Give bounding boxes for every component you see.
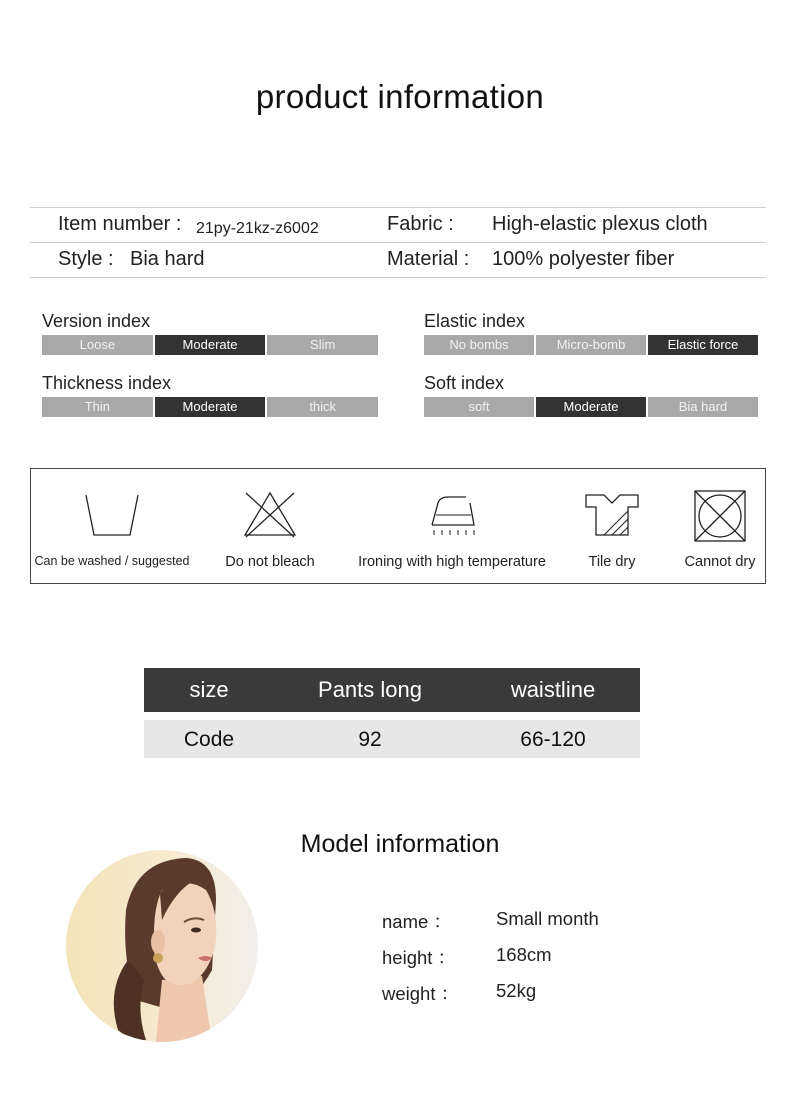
model-info-title: Model information: [300, 830, 500, 858]
info-row: [30, 207, 766, 242]
size-cell-pants-long: 92: [358, 728, 382, 751]
product-info-table: [30, 207, 766, 278]
size-header-waistline: waistline: [510, 677, 596, 702]
page-title: product information: [255, 78, 545, 115]
care-label: Do not bleach: [225, 554, 315, 570]
material-label: Material :: [387, 248, 470, 270]
index-option: Bia hard: [648, 397, 758, 417]
care-item: [209, 469, 331, 583]
style-value: Bia hard: [130, 248, 205, 270]
size-header-size: size: [189, 677, 229, 702]
table-row: [144, 720, 640, 758]
iron-high-temp-icon: [422, 489, 482, 539]
care-label: Ironing with high temperature: [358, 554, 546, 570]
care-item: [349, 469, 555, 583]
size-cell-waistline: 66-120: [520, 728, 586, 751]
fabric-label: Fabric :: [387, 213, 454, 235]
model-weight-value: 52kg: [496, 980, 537, 1001]
item-number-value: 21py-21kz-z6002: [196, 220, 319, 237]
care-label: Can be washed / suggested: [34, 554, 190, 568]
thickness-index: [42, 371, 378, 417]
index-option: No bombs: [424, 335, 534, 355]
index-option: Slim: [267, 335, 378, 355]
elastic-index: [424, 309, 758, 355]
index-option-selected: Moderate: [155, 335, 266, 355]
model-height-value: 168cm: [496, 944, 552, 965]
index-option-selected: Elastic force: [648, 335, 758, 355]
size-header-pants-long: Pants long: [318, 677, 422, 702]
index-option: Thin: [42, 397, 153, 417]
index-option-selected: Moderate: [155, 397, 266, 417]
no-tumble-dry-icon: [690, 487, 750, 543]
size-table-header: [144, 668, 640, 712]
size-table: [144, 668, 640, 758]
index-option: thick: [267, 397, 378, 417]
model-weight-label: weight ：: [382, 983, 460, 1004]
model-portrait-image: [66, 850, 258, 1042]
model-name-value: Small month: [496, 908, 599, 929]
material-value: 100% polyester fiber: [492, 248, 675, 270]
info-row: [30, 242, 766, 278]
style-label: Style :: [58, 248, 114, 270]
index-label: Thickness index: [42, 373, 172, 393]
care-item: [31, 469, 193, 583]
care-label: Cannot dry: [684, 554, 756, 570]
index-option: Loose: [42, 335, 153, 355]
care-item: [571, 469, 653, 583]
version-index: [42, 309, 378, 355]
index-option: soft: [424, 397, 534, 417]
index-label: Elastic index: [424, 311, 526, 331]
no-bleach-icon: [240, 489, 300, 539]
item-number-label: Item number :: [58, 213, 182, 235]
care-item: [675, 469, 765, 583]
fabric-value: High-elastic plexus cloth: [492, 213, 708, 235]
care-instructions-box: [30, 468, 766, 584]
washing-basin-icon: [82, 489, 142, 539]
index-label: Version index: [42, 311, 151, 331]
model-name-label: name ：: [382, 911, 452, 932]
index-option-selected: Moderate: [536, 397, 646, 417]
model-height-label: height ：: [382, 947, 457, 968]
index-option: Micro-bomb: [536, 335, 646, 355]
size-cell-code: Code: [183, 728, 235, 751]
tile-dry-icon: [582, 489, 642, 539]
soft-index: [424, 371, 758, 417]
index-label: Soft index: [424, 373, 505, 393]
care-label: Tile dry: [588, 554, 636, 570]
model-photo: [66, 850, 258, 1042]
